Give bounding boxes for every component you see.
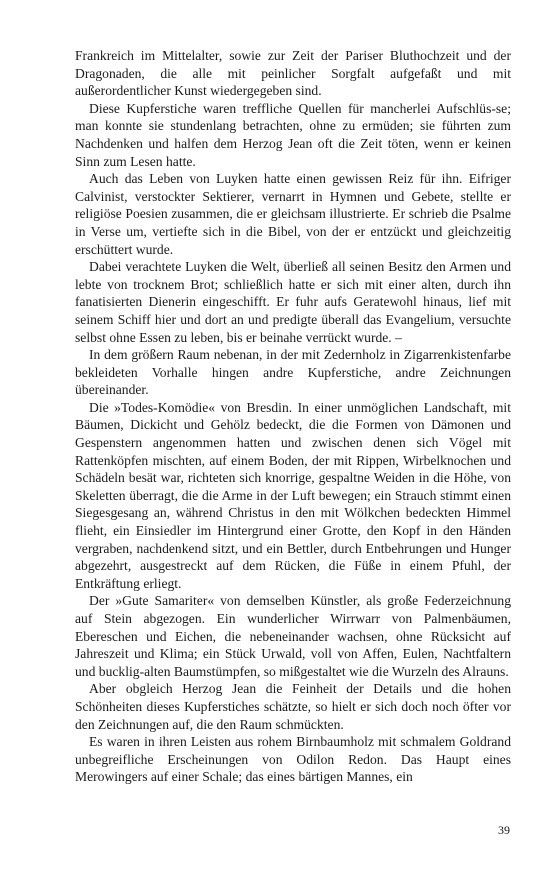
paragraph-1: Frankreich im Mittelalter, sowie zur Zeit der Pariser Bluthochzeit und der Dragonaden, die alle mit peinlicher Sorgfalt aufgefaßt und mit außerordentlicher Kunst wiedergegeben sind. [75,48,511,99]
paragraph-7: Der »Gute Samariter« von demselben Künstler, als große Federzeichnung auf Stein abgezogen. Ein wunderlicher Wirrwarr von Palmenbäumen, Ebereschen und Eichen, die nebeneinander wachsen, ohne Rücksicht auf Jahreszeit und Klima; ein Stück Urwald, voll von Affen, Eulen, Nachtfaltern und bucklig-alten Baumstümpfen, so mißgestaltet wie die Wurzeln des Alrauns. [75,593,511,679]
paragraph-5: In dem größern Raum nebenan, in der mit Zedernholz in Zigarrenkistenfarbe bekleideten Vorhalle hingen andre Kupferstiche, andre Zeichnungen übereinander. [75,347,511,398]
page-number: 39 [498,823,510,837]
paragraph-8: Aber obgleich Herzog Jean die Feinheit der Details und die hohen Schönheiten dieses Kupferstiches schätzte, so hielt er sich doch noch öfter vor den Zeichnungen auf, die den Raum schmückten. [75,681,511,732]
paragraph-4: Dabei verachtete Luyken die Welt, überließ all seinen Besitz den Armen und lebte von trocknem Brot; schließlich hatte er sich mit einer alten, durch ihn fanatisierten Dienerin eingeschifft. Er fuhr aufs Geratewohl hinaus, lief mit seinem Schiff hier und dort an und predigte überall das Evangelium, versuchte selbst ohne Essen zu leben, bis er beinahe verrückt wurde. – [75,259,511,345]
paragraph-3: Auch das Leben von Luyken hatte einen gewissen Reiz für ihn. Eifriger Calvinist, verstockter Sektierer, vernarrt in Hymnen und Gebete, stellte er religiöse Poesien zusammen, die er gleichsam illustrierte. Er schrieb die Psalme in Verse um, vertiefte sich in die Bibel, von der er entzückt und gleichzeitig erschüttert wurde. [75,171,511,257]
body-text [75,47,511,786]
paragraph-6: Die »Todes-Komödie« von Bresdin. In einer unmöglichen Landschaft, mit Bäumen, Dickicht und Gehölz bedeckt, die die Formen von Dämonen und Gespenstern angenommen hatten und zwischen denen sich Vögel mit Rattenköpfen mischten, auf einem Boden, der mit Rippen, Wirbelknochen und Schädeln besät war, richteten sich knorrige, gespaltne Weiden in die Höhe, von Skeletten überragt, die die Arme in der Luft bewegen; ein Strauch stimmt einen Siegesgesang an, während Christus in den mit Wölkchen bedeckten Himmel flieht, ein Einsiedler im Hintergrund einer Grotte, den Kopf in den Händen vergraben, nachdenkend sitzt, und ein Bettler, durch Entbehrungen und Hunger abgezehrt, ausgestreckt auf dem Rücken, die Füße in einem Pfuhl, der Entkräftung erliegt. [75,399,511,591]
paragraph-2: Diese Kupferstiche waren treffliche Quellen für mancherlei Aufschlüs-se; man konnte sie stundenlang betrachten, ohne zu ermüden; sie führten zum Nachdenken und halfen dem Herzog Jean oft die Zeit töten, wenn er keinen Sinn zum Lesen hatte. [75,100,511,169]
paragraph-9: Es waren in ihren Leisten aus rohem Birnbaumholz mit schmalem Goldrand unbegreifliche Erscheinungen von Odilon Redon. Das Haupt eines Merowingers auf einer Schale; das eines bärtigen Mannes, ein [75,734,511,785]
